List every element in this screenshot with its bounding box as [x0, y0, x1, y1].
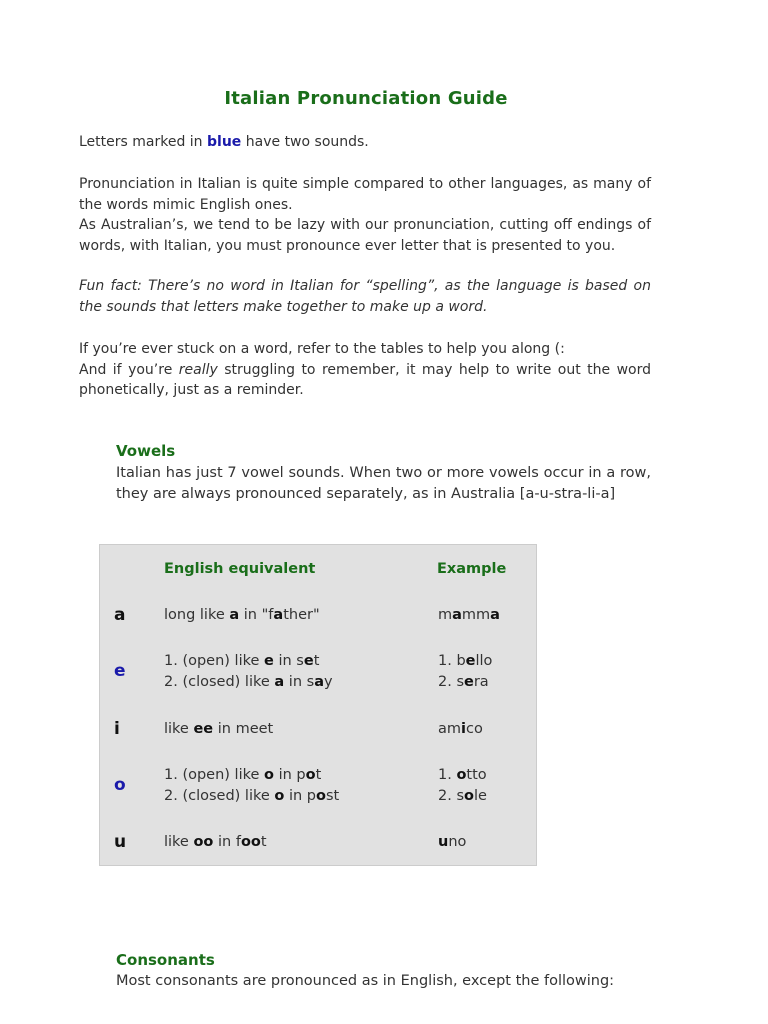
- consonants-heading: Consonants: [116, 951, 215, 969]
- blue-note: [79, 132, 651, 153]
- help-line-1: If you’re ever stuck on a word, refer to the tables to help you along (:: [79, 341, 565, 357]
- english-equivalent: 1. (open) like e in set 2. (closed) like a in say: [164, 653, 333, 690]
- help-line-2-emphasis: really: [178, 361, 218, 378]
- page-title: Italian Pronunciation Guide: [224, 88, 508, 109]
- english-equivalent: 1. (open) like o in pot 2. (closed) like o in post: [164, 767, 340, 804]
- intro-line-2: As Australian’s, we tend to be lazy with our pronunciation, cutting off endings of words, with Italian, you must pronounce ever letter that is presented to you.: [79, 217, 651, 254]
- column-header-example: Example: [437, 561, 507, 577]
- vowels-heading: Vowels: [116, 442, 176, 460]
- vowel-letter: o: [114, 775, 126, 795]
- example-word: amico: [438, 721, 483, 737]
- intro-line-1: Pronunciation in Italian is quite simple compared to other languages, as many of the words mimic English ones.: [79, 176, 651, 213]
- example-word: 1. otto 2. sole: [438, 767, 487, 804]
- fun-fact: Fun fact: There’s no word in Italian for “spelling”, as the language is based on the sounds that letters make together to make up a word.: [79, 278, 651, 315]
- english-equivalent: like oo in foot: [164, 834, 267, 850]
- vowel-letter: i: [114, 719, 120, 739]
- vowels-description: Italian has just 7 vowel sounds. When two or more vowels occur in a row, they are always pronounced separately, as in Australia [a-u-stra-li-a]: [116, 465, 651, 502]
- blue-word: blue: [207, 134, 242, 150]
- vowel-table: [99, 544, 537, 866]
- help-line-2-prefix: And if you’re: [79, 361, 179, 378]
- vowel-letter: e: [114, 661, 126, 681]
- example-word: mamma: [438, 607, 500, 623]
- intro-paragraph: [79, 174, 651, 256]
- blue-note-prefix: Letters marked in: [79, 134, 208, 150]
- consonants-description: Most consonants are pronounced as in English, except the following:: [116, 973, 615, 989]
- help-line-2-suffix: struggling to remember, it may help to write out the word phonetically, just as a reminder.: [79, 361, 651, 399]
- vowel-letter: a: [114, 605, 126, 625]
- blue-note-suffix: have two sounds.: [241, 134, 369, 150]
- english-equivalent: like ee in meet: [164, 721, 274, 737]
- column-header-english: English equivalent: [164, 561, 316, 577]
- vowel-letter: u: [114, 832, 127, 852]
- help-paragraph: [79, 339, 651, 401]
- english-equivalent: long like a in "father": [164, 607, 320, 623]
- example-word: 1. bello 2. sera: [438, 653, 493, 690]
- example-word: uno: [438, 834, 467, 850]
